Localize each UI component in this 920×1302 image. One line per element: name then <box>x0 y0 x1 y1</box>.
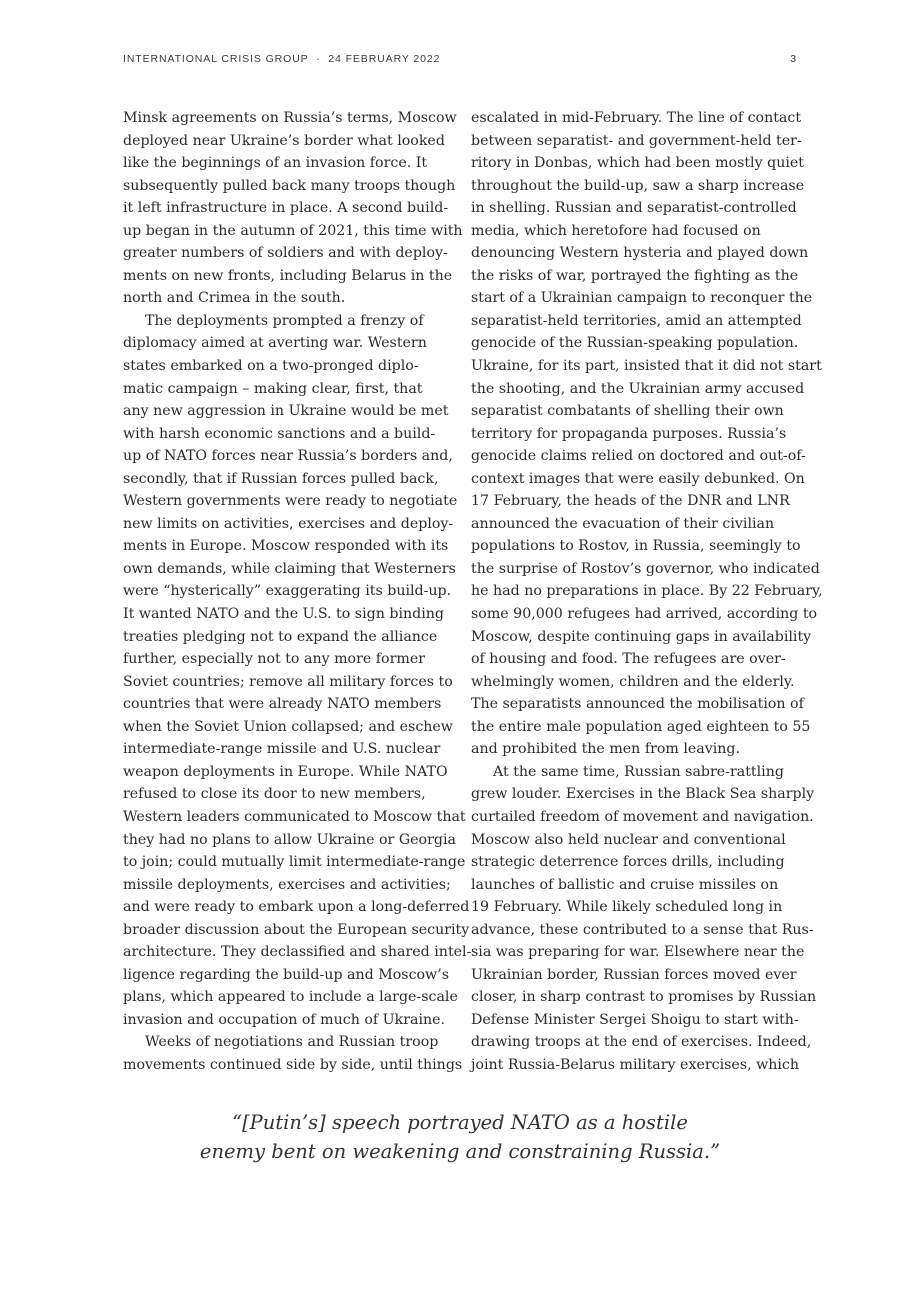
pull-quote-line: “[Putin’s] speech portrayed NATO as a hostile <box>232 1111 688 1134</box>
text-line: diplomacy aimed at averting war. Western <box>123 335 427 352</box>
text-line: refused to close its door to new members, <box>123 786 426 803</box>
text-line: Ukraine, for its part, insisted that it did not start <box>471 358 822 375</box>
text-line: and prohibited the men from leaving. <box>471 741 741 758</box>
text-line: ritory in Donbas, which had been mostly quiet <box>471 155 804 172</box>
text-line: some 90,000 refugees had arrived, according to <box>471 606 818 623</box>
pull-quote-line: enemy bent on weakening and constraining Russia.” <box>199 1140 721 1163</box>
text-line: denouncing Western hysteria and played down <box>471 245 809 262</box>
text-line: ligence regarding the build-up and Moscow’s <box>123 966 449 983</box>
text-line: broader discussion about the European security <box>123 921 470 938</box>
text-line: Defense Minister Sergei Shoigu to start with- <box>471 1011 799 1028</box>
text-line: states embarked on a two-pronged diplo- <box>123 358 419 375</box>
text-line: he had no preparations in place. By 22 February, <box>471 583 823 600</box>
text-line: drawing troops at the end of exercises. Indeed, <box>471 1034 812 1051</box>
header-left <box>123 53 440 65</box>
text-line: Weeks of negotiations and Russian troop <box>145 1034 439 1051</box>
text-line: further, especially not to any more former <box>123 651 425 668</box>
text-line: with harsh economic sanctions and a build- <box>123 425 436 442</box>
text-line: territory for propaganda purposes. Russia’s <box>471 425 787 442</box>
text-line: context images that were easily debunked. On <box>471 470 805 487</box>
text-line: advance, these contributed to a sense that Rus- <box>471 921 814 938</box>
pull-quote <box>120 1108 800 1166</box>
text-line: genocide claims relied on doctored and out-of- <box>471 448 806 465</box>
text-line: it left infrastructure in place. A second build- <box>123 200 449 217</box>
text-line: up began in the autumn of 2021, this time with <box>123 222 463 239</box>
text-line: sia was preparing for war. Elsewhere near the <box>471 944 805 961</box>
text-line: escalated in mid-February. The line of contact <box>471 110 802 126</box>
text-line: Moscow, despite continuing gaps in availability <box>471 628 812 645</box>
text-line: Ukrainian border, Russian forces moved ever <box>471 966 797 983</box>
text-line: invasion and occupation of much of Ukraine. <box>123 1011 446 1028</box>
text-line: and were ready to embark upon a long-deferred <box>123 899 470 916</box>
text-line: closer, in sharp contrast to promises by Russian <box>471 989 817 1006</box>
text-line: 19 February. While likely scheduled long in <box>471 899 783 916</box>
text-line: throughout the build-up, saw a sharp increase <box>471 177 805 194</box>
text-line: secondly, that if Russian forces pulled back, <box>123 470 439 487</box>
text-line: subsequently pulled back many troops though <box>123 177 456 194</box>
text-line: plans, which appeared to include a large-scale <box>123 989 458 1006</box>
text-line: north and Crimea in the south. <box>123 290 346 307</box>
text-line: matic campaign – making clear, first, that <box>123 380 423 397</box>
header-separator: · <box>316 53 321 65</box>
text-line: own demands, while claiming that Westerners <box>123 560 456 577</box>
text-line: the surprise of Rostov’s governor, who indicated <box>471 560 820 577</box>
text-line: to join; could mutually limit intermediate-range <box>123 854 466 871</box>
text-line: up of NATO forces near Russia’s borders and, <box>123 448 453 465</box>
text-line: of housing and food. The refugees are over- <box>471 651 786 668</box>
text-line: Soviet countries; remove all military forces to <box>123 673 453 690</box>
text-line: whelmingly women, children and the elderly. <box>471 673 795 690</box>
text-line: Western governments were ready to negotiate <box>123 493 458 510</box>
body-column-left <box>123 107 472 1077</box>
running-header <box>123 53 797 67</box>
text-line: Moscow also held nuclear and conventional <box>471 831 786 848</box>
text-line: strategic deterrence forces drills, including <box>471 854 785 871</box>
text-line: The separatists announced the mobilisation of <box>471 696 804 713</box>
text-line: greater numbers of soldiers and with deploy- <box>123 245 448 262</box>
text-line: Western leaders communicated to Moscow that <box>123 808 466 825</box>
text-line: joint Russia-Belarus military exercises, which <box>471 1056 799 1073</box>
text-line: missile deployments, exercises and activities; <box>123 876 451 893</box>
text-line: separatist-held territories, amid an attempted <box>471 312 802 329</box>
text-line: The deployments prompted a frenzy of <box>145 312 424 329</box>
text-line: intermediate-range missile and U.S. nuclear <box>123 741 441 758</box>
text-line: like the beginnings of an invasion force. It <box>123 155 428 172</box>
text-line: launches of ballistic and cruise missiles on <box>471 876 779 893</box>
text-line: new limits on activities, exercises and deploy- <box>123 515 454 532</box>
text-line: the shooting, and the Ukrainian army accused <box>471 380 805 397</box>
text-line: movements continued side by side, until things <box>123 1056 463 1073</box>
text-line: ments on new fronts, including Belarus in the <box>123 267 453 284</box>
text-line: the risks of war, portrayed the fighting as the <box>471 267 799 284</box>
publication-name: INTERNATIONAL CRISIS GROUP <box>123 53 309 65</box>
text-line: ments in Europe. Moscow responded with its <box>123 538 449 555</box>
text-line: At the same time, Russian sabre-rattling <box>493 763 784 780</box>
text-line: grew louder. Exercises in the Black Sea sharply <box>471 786 815 803</box>
text-line: 17 February, the heads of the DNR and LNR <box>471 493 790 510</box>
text-line: between separatist- and government-held ter- <box>471 132 802 149</box>
text-line: populations to Rostov, in Russia, seemingly to <box>471 538 801 555</box>
text-line: any new aggression in Ukraine would be met <box>123 403 449 420</box>
body-column-right <box>471 107 823 1077</box>
text-line: media, which heretofore had focused on <box>471 222 761 239</box>
text-line: announced the evacuation of their civilian <box>471 515 775 532</box>
page-number: 3 <box>790 53 797 65</box>
text-line: separatist combatants of shelling their own <box>471 403 784 420</box>
text-line: It wanted NATO and the U.S. to sign binding <box>123 606 444 623</box>
text-line: when the Soviet Union collapsed; and eschew <box>123 718 453 735</box>
text-line: in shelling. Russian and separatist-controlled <box>471 200 797 217</box>
text-line: they had no plans to allow Ukraine or Georgia <box>123 831 456 848</box>
text-line: curtailed freedom of movement and navigation. <box>471 808 814 825</box>
text-line: architecture. They declassified and shared intel- <box>123 944 472 961</box>
publication-date: 24 FEBRUARY 2022 <box>328 53 441 65</box>
text-line: the entire male population aged eighteen to 55 <box>471 718 811 735</box>
text-line: weapon deployments in Europe. While NATO <box>123 763 448 780</box>
text-line: countries that were already NATO members <box>123 696 442 713</box>
text-line: were “hysterically” exaggerating its build-up. <box>123 583 452 600</box>
text-line: treaties pledging not to expand the alliance <box>123 628 438 645</box>
text-line: Minsk agreements on Russia’s terms, Moscow <box>123 110 457 126</box>
text-line: deployed near Ukraine’s border what looked <box>123 132 445 149</box>
text-line: start of a Ukrainian campaign to reconquer the <box>471 290 813 307</box>
text-line: genocide of the Russian-speaking population. <box>471 335 799 352</box>
